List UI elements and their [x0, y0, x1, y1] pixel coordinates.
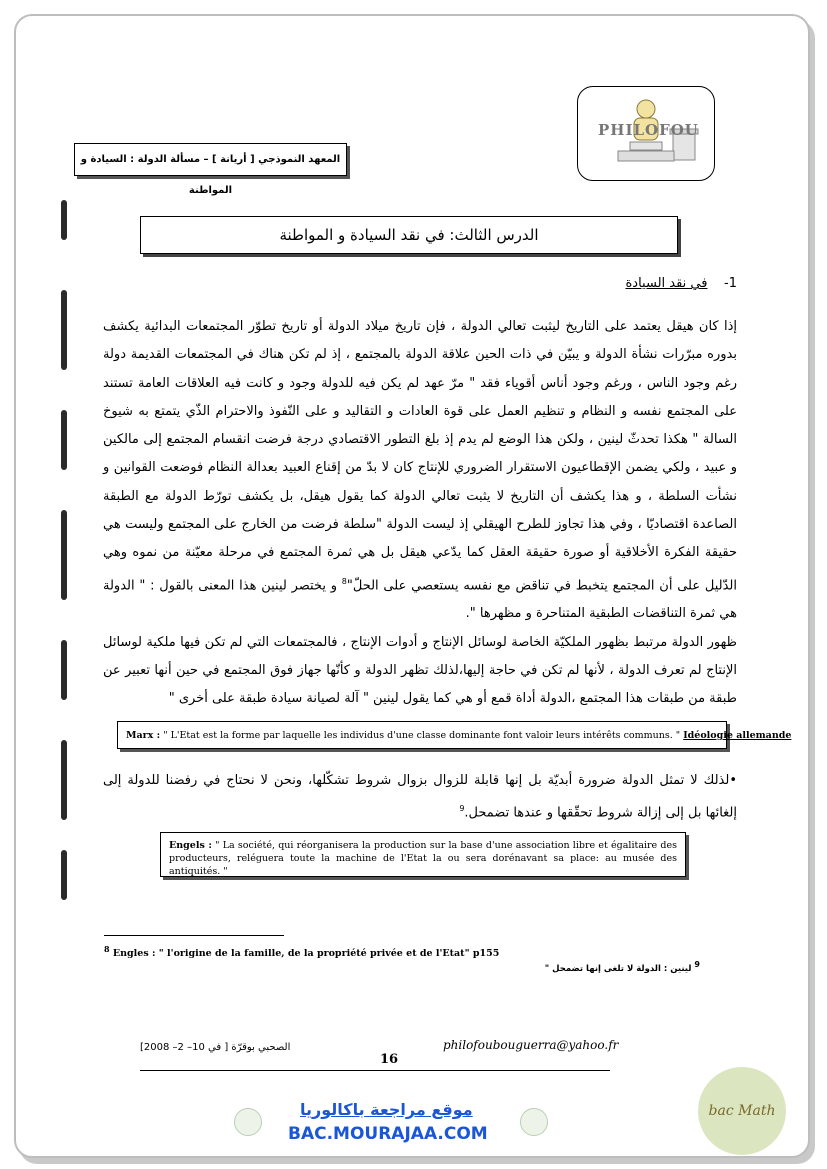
watermark-arabic[interactable]: موقع مراجعة باكالوريا: [300, 1100, 473, 1119]
quote-source: Idéologie allemande: [683, 730, 792, 741]
watermark-url[interactable]: BAC.MOURAJAA.COM: [288, 1124, 488, 1144]
section-heading: [625, 276, 737, 291]
quote-engels: [160, 832, 686, 877]
quote-marx: [117, 721, 792, 749]
quote-text: " La société, qui réorganisera la production sur la base d'une association libre et égalitaire des producteurs, reléguera toute la machine de l'Etat la ou sera dorénavant sa place: au musée des antiquités. ": [169, 840, 678, 877]
logo-text: PHILOFOU: [598, 121, 699, 139]
quote-author: Marx :: [126, 730, 161, 741]
footer-divider: [140, 1070, 610, 1071]
footnote-9: $^9$ لينين : الدولة لا تلغى إنها تضمحل ": [544, 960, 700, 974]
paragraph-1: إذا كان هيقل يعتمد على التاريخ ليثبت تعالي الدولة ، فإن تاريخ ميلاد الدولة أو تاريخ تطوّر المجتمعات البدائية يكشف بدوره مبرّرات نشأة الدولة و يبيّن في ذات الحين علاقة الدولة بالمجتمع ، إذ لم تكن هناك في المجتمعات القديمة دولة رغم وجود الناس ، ورغم وجود أناس أقوياء فقد " مرّ عهد لم يكن فيه للدولة وجود و كانت فيه العلاقات العامة تستند على المجتمع نفسه و النظام و تنظيم العمل على قوة العادات و التقاليد و على النّفوذ والاحترام الذّي يتمتع به شيوخ السالة " هكذا تحدثّ لينين ، ولكن هذا الوضع لم يدم إذ بلغ التطور الاقتصادي درجة فرضت انقسام المجتمع إلى مالكين و عبيد ، ولكي يضمن الإقطاعيون الاستقرار الضروري للإنتاج كان لا بدّ من إقناع العبيد بعدالة النظام فوضعت القوانين و نشأت السلطة ، و هذا يكشف أن التاريخ لا يثبت تعالي الدولة كما يقول هيقل، بل يكشف تورّط الدولة مع الطبقة الصاعدة اقتصاديّا ، وفي هذا تجاوز للطرح الهيقلي إذ ليست الدولة "سلطة فرضت من الخارج على المجتمع وليست هي حقيقة الفكرة الأخلاقية أو صورة حقيقة العقل كما يدّعي هيقل بل هي ثمرة المجتمع في مرحلة معيّنة من نموه وهي الدّليل على أن المجتمع يتخبط في تناقض مع نفسه يستعصي على الحلّ"$^8$ و يختصر لينين هذا المعنى بالقول : " الدولة هي ثمرة التناقضات الطبقية المتناحرة و مظهرها ".: [103, 319, 737, 622]
margin-decoration: [61, 200, 71, 900]
site-badge-icon: [234, 1108, 262, 1136]
philofou-logo: [577, 86, 715, 181]
bacmath-logo: bac Math: [698, 1067, 786, 1155]
site-badge-icon: [520, 1108, 548, 1136]
quote-text: " L'Etat est la forme par laquelle les individus d'une classe dominante font valoir leurs intérêts communs. ": [163, 730, 681, 741]
main-text: [103, 313, 737, 713]
footnote-8: $^8$ Engles : " l'origine de la famille, de la propriété privée et de l'Etat" p155: [104, 944, 500, 960]
quote-author: Engels :: [169, 840, 212, 851]
course-header: المعهد النموذجي [ أريانة ] – مسألة الدولة : السيادة و المواطنة: [74, 143, 347, 176]
page-number: 16: [380, 1052, 399, 1067]
lesson-title: الدرس الثالث: في نقد السيادة و المواطنة: [140, 216, 678, 254]
footnote-ref-8: 8: [341, 576, 347, 586]
section-number: 1-: [724, 276, 737, 291]
footnote-ref-9: 9: [459, 804, 465, 814]
author-date: الصحبي بوقرّة [ في 10– 2– 2008]: [140, 1042, 291, 1053]
author-email: philofoubouguerra@yahoo.fr: [443, 1038, 619, 1052]
section-label: في نقد السيادة: [625, 276, 708, 291]
paragraph-2: ظهور الدولة مرتبط بظهور الملكيّة الخاصة لوسائل الإنتاج و أدوات الإنتاج ، فالمجتمعات التي لم تكن فيها ملكية لوسائل الإنتاج لم تعرف الدولة ، لأنها لم تكن في حاجة إليها،لذلك تظهر الدولة و كأنّها جهاز فوق المجتمع في حين أنها تعبير عن طبقة من طبقات هذا المجتمع ،الدولة أداة قمع أو هي كما يقول لينين " آلة لصيانة سيادة طبقة على أخرى ": [103, 634, 737, 707]
footnote-divider: [104, 935, 284, 936]
paragraph-3: •لذلك لا تمثل الدولة ضرورة أبديّة بل إنها قابلة للزوال بزوال شروط تشكّلها، ونحن لا نحتاج في رفضنا للدولة إلى إلغائها بل إلى إزالة شروط تحقّقها و عندها تضمحل.$^9$: [103, 773, 737, 821]
